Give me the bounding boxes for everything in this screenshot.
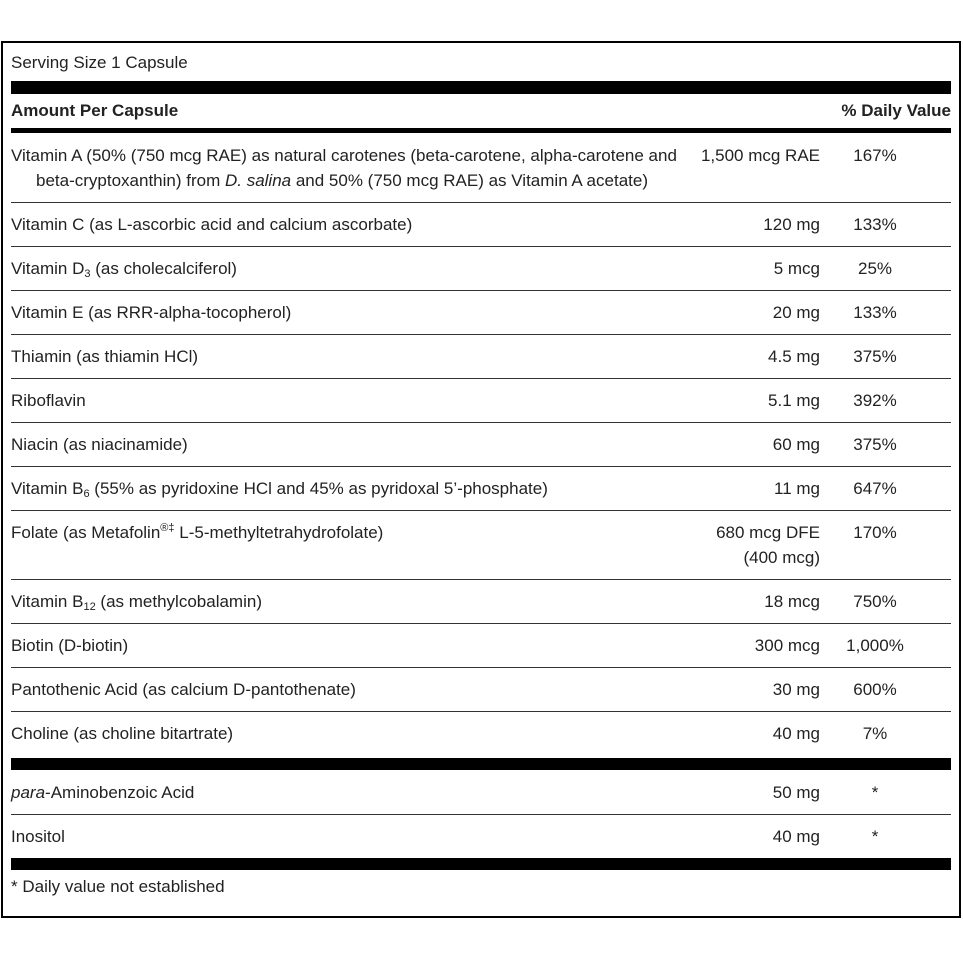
- nutrient-name: [11, 476, 691, 501]
- nutrient-name: [11, 589, 691, 614]
- name-superscript: ®‡: [160, 522, 175, 534]
- table-row-para-aminobenzoic-acid: [11, 770, 951, 815]
- name-part: Vitamin B: [11, 479, 84, 498]
- nutrient-amount: 20 mg: [772, 303, 820, 322]
- nutrient-daily-value: 750%: [853, 592, 897, 611]
- name-part: (as methylcobalamin): [95, 592, 262, 611]
- nutrient-daily-value: *: [871, 827, 879, 846]
- nutrient-amount: 40 mg: [772, 827, 820, 846]
- nutrient-name: Niacin (as niacinamide): [11, 435, 188, 454]
- name-italic-part: D. salina: [224, 171, 292, 190]
- name-part: L-5-methyltetrahydrofolate): [174, 523, 384, 542]
- nutrient-amount: 50 mg: [772, 783, 820, 802]
- serving-size: Serving Size 1 Capsule: [11, 53, 188, 72]
- nutrient-daily-value: 133%: [853, 215, 897, 234]
- header-top-rule: [11, 81, 951, 94]
- nutrient-name-line2: [11, 168, 691, 193]
- nutrient-amount: 11 mg: [774, 479, 820, 498]
- section-divider-rule: [11, 758, 951, 770]
- daily-value-label: % Daily Value: [841, 101, 951, 120]
- table-row-vitamin-e: [11, 290, 951, 335]
- name-subscript: 6: [83, 488, 90, 500]
- table-row-niacin: [11, 422, 951, 467]
- name-part: beta-cryptoxanthin) from: [36, 171, 225, 190]
- nutrient-amount: 120 mg: [763, 215, 820, 234]
- table-row-choline: [11, 711, 951, 755]
- name-subscript: 12: [83, 601, 96, 613]
- footer-rule: [11, 858, 951, 870]
- nutrient-amount: 4.5 mg: [768, 347, 820, 366]
- table-row-vitamin-b6: [11, 466, 951, 511]
- table-header: [11, 95, 951, 125]
- nutrient-name: Biotin (D-biotin): [11, 636, 129, 655]
- nutrient-name-line1: Vitamin A (50% (750 mcg RAE) as natural carotenes (beta-carotene, alpha-carotene and: [11, 146, 677, 165]
- table-row-vitamin-a: [11, 133, 951, 203]
- nutrient-daily-value: *: [871, 783, 879, 802]
- nutrient-name: [11, 143, 691, 193]
- nutrient-name: Vitamin E (as RRR-alpha-tocopherol): [11, 303, 292, 322]
- name-part: -Aminobenzoic Acid: [45, 783, 195, 802]
- nutrient-name: [11, 780, 691, 805]
- name-part: and 50% (750 mcg RAE) as Vitamin A acetate): [291, 171, 648, 190]
- name-part: Vitamin B: [11, 592, 84, 611]
- table-row-riboflavin: [11, 378, 951, 423]
- name-subscript: 3: [84, 268, 91, 280]
- nutrient-daily-value: 392%: [853, 391, 897, 410]
- nutrient-amount: 300 mcg: [754, 636, 820, 655]
- supplement-facts-panel: [1, 41, 961, 918]
- nutrient-daily-value: 647%: [853, 479, 897, 498]
- nutrient-name: [11, 520, 691, 545]
- nutrient-amount: 18 mcg: [764, 592, 820, 611]
- table-row-vitamin-d3: [11, 246, 951, 291]
- nutrient-name: Thiamin (as thiamin HCl): [11, 347, 199, 366]
- nutrient-amount: 30 mg: [772, 680, 820, 699]
- nutrient-name: [11, 256, 691, 281]
- nutrient-daily-value: 600%: [853, 680, 897, 699]
- nutrient-name: Inositol: [11, 827, 65, 846]
- name-part: (as cholecalciferol): [90, 259, 237, 278]
- nutrient-daily-value: 133%: [853, 303, 897, 322]
- amount-line1: 680 mcg DFE: [716, 523, 820, 542]
- table-row-pantothenic-acid: [11, 667, 951, 712]
- amount-per-capsule-label: Amount Per Capsule: [11, 101, 179, 120]
- nutrient-daily-value: 375%: [853, 347, 897, 366]
- nutrient-name: Choline (as choline bitartrate): [11, 724, 234, 743]
- nutrient-amount: 40 mg: [772, 724, 820, 743]
- name-part: (55% as pyridoxine HCl and 45% as pyridoxal 5’-phosphate): [89, 479, 548, 498]
- nutrient-name: Pantothenic Acid (as calcium D-pantothenate): [11, 680, 356, 699]
- nutrient-name: Vitamin C (as L-ascorbic acid and calcium ascorbate): [11, 215, 413, 234]
- name-part: Folate (as Metafolin: [11, 523, 161, 542]
- nutrient-daily-value: 7%: [862, 724, 888, 743]
- nutrient-daily-value: 170%: [853, 523, 897, 542]
- table-row-inositol: [11, 814, 951, 858]
- table-row-folate: [11, 510, 951, 580]
- table-row-vitamin-b12: [11, 579, 951, 624]
- nutrient-amount: 60 mg: [772, 435, 820, 454]
- nutrient-amount: 5 mcg: [773, 259, 820, 278]
- table-row-vitamin-c: [11, 202, 951, 247]
- footnote: * Daily value not established: [11, 877, 225, 896]
- nutrient-daily-value: 167%: [853, 146, 897, 165]
- table-row-thiamin: [11, 334, 951, 379]
- name-part: Vitamin D: [11, 259, 85, 278]
- nutrient-daily-value: 25%: [857, 259, 893, 278]
- nutrient-daily-value: 1,000%: [846, 636, 904, 655]
- nutrient-daily-value: 375%: [853, 435, 897, 454]
- nutrient-amount: 1,500 mcg RAE: [700, 146, 820, 165]
- name-italic-part: para: [11, 783, 46, 802]
- nutrient-amount: 5.1 mg: [768, 391, 820, 410]
- nutrient-amount: [716, 520, 820, 570]
- amount-line2: (400 mcg): [743, 548, 820, 567]
- table-row-biotin: [11, 623, 951, 668]
- nutrient-name: Riboflavin: [11, 391, 86, 410]
